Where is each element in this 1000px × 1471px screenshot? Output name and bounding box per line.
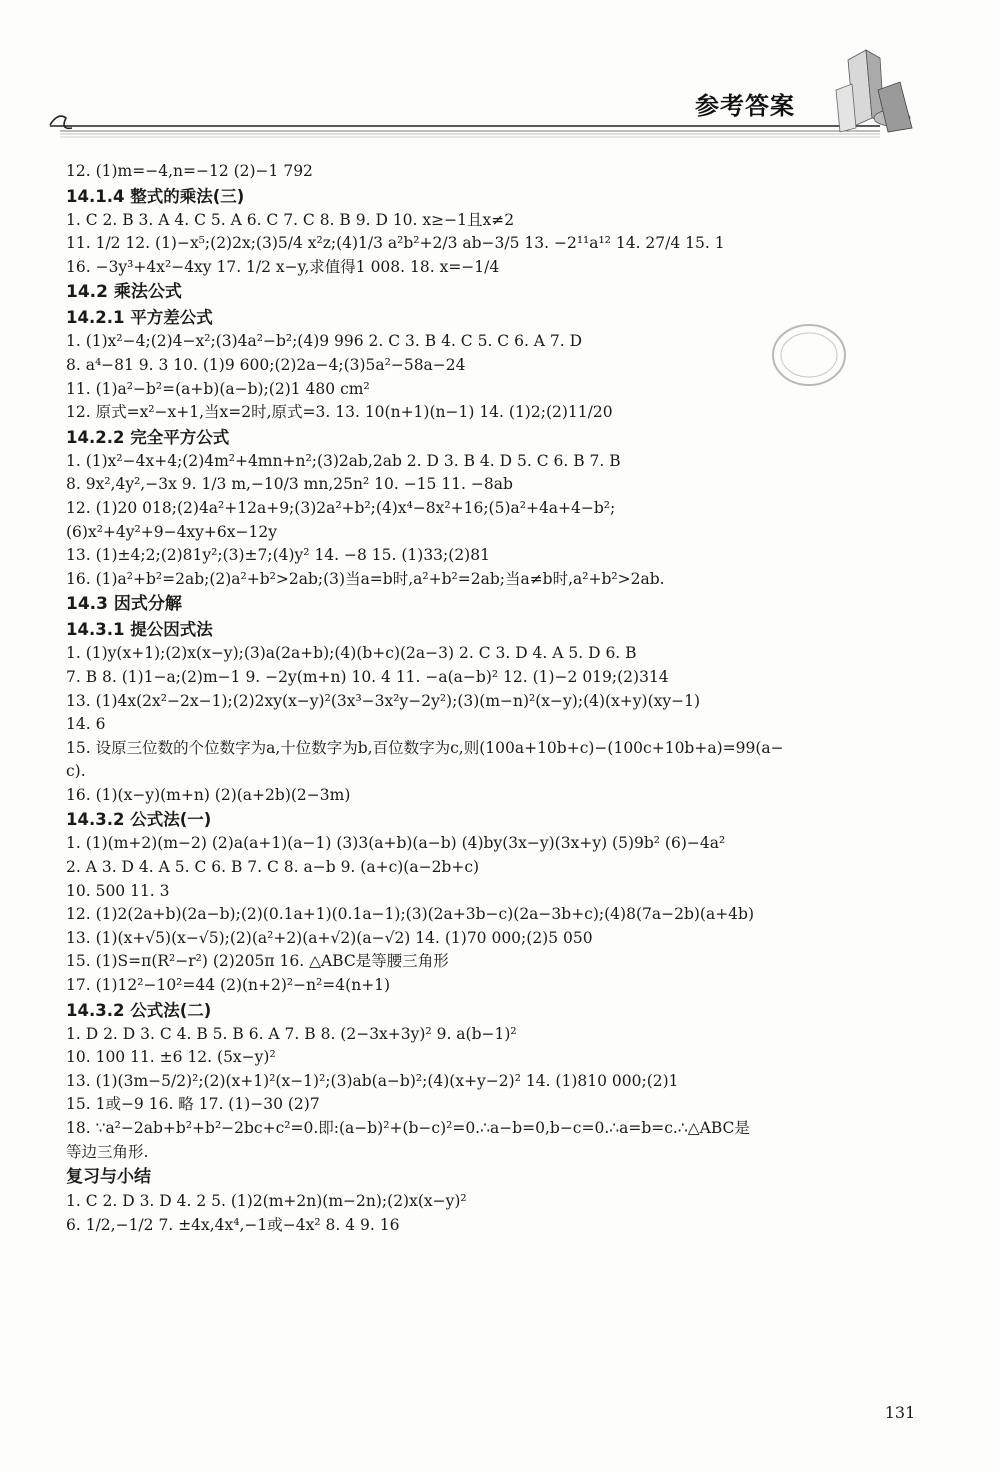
- answer-line: 17. (1)12²−10²=44 (2)(n+2)²−n²=4(n+1): [66, 976, 391, 995]
- answer-line: 1. (1)x²−4;(2)4−x²;(3)4a²−b²;(4)9 996 2. C 3. B 4. C 5. C 6. A 7. D: [66, 332, 583, 351]
- answer-line: 2. A 3. D 4. A 5. C 6. B 7. C 8. a−b 9. (a+c)(a−2b+c): [66, 858, 480, 877]
- answer-line: 16. (1)a²+b²=2ab;(2)a²+b²>2ab;(3)当a=b时,a²+b²=2ab;当a≠b时,a²+b²>2ab.: [66, 569, 665, 588]
- answer-line: 12. (1)2(2a+b)(2a−b);(2)(0.1a+1)(0.1a−1);(3)(2a+3b−c)(2a−3b+c);(4)8(7a−2b)(a+4b): [66, 905, 755, 924]
- answer-content: [66, 160, 946, 1237]
- answer-line: 13. (1)4x(2x²−2x−1);(2)2xy(x−y)²(3x³−3x²y−2y²);(3)(m−n)²(x−y);(4)(x+y)(xy−1): [66, 691, 701, 710]
- section-heading: 14.3 因式分解: [66, 594, 182, 615]
- answer-line: (6)x²+4y²+9−4xy+6x−12y: [66, 522, 277, 541]
- section-heading: 复习与小结: [66, 1167, 151, 1188]
- subsection-heading: 14.3.2 公式法(一): [66, 810, 212, 830]
- subsection-heading: 14.2.2 完全平方公式: [66, 427, 230, 447]
- section-heading: 14.2 乘法公式: [66, 282, 182, 303]
- answer-line: 1. D 2. D 3. C 4. B 5. B 6. A 7. B 8. (2−3x+3y)² 9. a(b−1)²: [66, 1024, 517, 1043]
- answer-line: 6. 1/2,−1/2 7. ±4x,4x⁴,−1或−4x² 8. 4 9. 16: [66, 1215, 400, 1234]
- answer-line: 16. −3y³+4x²−4xy 17. 1/2 x−y,求值得1 008. 18. x=−1/4: [66, 257, 500, 276]
- answer-line: 18. ∵a²−2ab+b²+b²−2bc+c²=0.即:(a−b)²+(b−c)²=0.∴a−b=0,b−c=0.∴a=b=c.∴△ABC是: [66, 1119, 750, 1137]
- answer-line: 8. 9x²,4y²,−3x 9. 1/3 m,−10/3 mn,25n² 10. −15 11. −8ab: [66, 475, 513, 494]
- answer-line: 10. 500 11. 3: [66, 881, 170, 900]
- answer-line: 1. C 2. D 3. D 4. 2 5. (1)2(m+2n)(m−2n);(2)x(x−y)²: [66, 1192, 467, 1211]
- answer-line: 12. (1)20 018;(2)4a²+12a+9;(3)2a²+b²;(4)x⁴−8x²+16;(5)a²+4a+4−b²;: [66, 498, 616, 517]
- answer-line: 7. B 8. (1)1−a;(2)m−1 9. −2y(m+n) 10. 4 11. −a(a−b)² 12. (1)−2 019;(2)314: [66, 667, 669, 686]
- answer-line: 1. C 2. B 3. A 4. C 5. A 6. C 7. C 8. B 9. D 10. x≥−1且x≠2: [66, 210, 515, 229]
- answer-line: 14. 6: [66, 715, 106, 734]
- answer-line: 1. (1)(m+2)(m−2) (2)a(a+1)(a−1) (3)3(a+b)(a−b) (4)by(3x−y)(3x+y) (5)9b² (6)−4a²: [66, 834, 726, 853]
- subsection-heading: 14.3.1 提公因式法: [66, 620, 213, 640]
- subsection-heading: 14.3.2 公式法(二): [66, 1000, 212, 1020]
- answer-line: 13. (1)(3m−5/2)²;(2)(x+1)²(x−1)²;(3)ab(a−b)²;(4)(x+y−2)² 14. (1)810 000;(2)1: [66, 1071, 679, 1090]
- page-number: 131: [884, 1403, 916, 1422]
- answer-line: 15. (1)S=π(R²−r²) (2)205π 16. △ABC是等腰三角形: [66, 952, 449, 971]
- answer-line: 8. a⁴−81 9. 3 10. (1)9 600;(2)2a−4;(3)5a²−58a−24: [66, 355, 466, 374]
- answer-line: 15. 1或−9 16. 略 17. (1)−30 (2)7: [66, 1095, 320, 1114]
- answer-line: 10. 100 11. ±6 12. (5x−y)²: [66, 1048, 276, 1067]
- answer-line: 1. (1)x²−4x+4;(2)4m²+4mn+n²;(3)2ab,2ab 2. D 3. B 4. D 5. C 6. B 7. B: [66, 451, 621, 470]
- answer-line: 1. (1)y(x+1);(2)x(x−y);(3)a(2a+b);(4)(b+c)(2a−3) 2. C 3. D 4. A 5. D 6. B: [66, 644, 637, 663]
- answer-line: 等边三角形.: [66, 1142, 149, 1161]
- answer-line: 12. 原式=x²−x+1,当x=2时,原式=3. 13. 10(n+1)(n−1) 14. (1)2;(2)11/20: [66, 403, 613, 422]
- header-decoration: [0, 0, 1000, 160]
- page-header: [0, 0, 1000, 160]
- answer-line: 16. (1)(x−y)(m+n) (2)(a+2b)(2−3m): [66, 785, 351, 804]
- answer-line: 11. (1)a²−b²=(a+b)(a−b);(2)1 480 cm²: [66, 379, 370, 398]
- subsection-heading: 14.1.4 整式的乘法(三): [66, 186, 245, 206]
- answer-line: 15. 设原三位数的个位数字为a,十位数字为b,百位数字为c,则(100a+10b+c)−(100c+10b+a)=99(a−: [66, 738, 784, 757]
- answer-line: 13. (1)±4;2;(2)81y²;(3)±7;(4)y² 14. −8 15. (1)33;(2)81: [66, 546, 490, 565]
- answer-line: 11. 1/2 12. (1)−x⁵;(2)2x;(3)5/4 x²z;(4)1/3 a²b²+2/3 ab−3/5 13. −2¹¹a¹² 14. 27/4 15. 1: [66, 234, 725, 253]
- answer-line: 13. (1)(x+√5)(x−√5);(2)(a²+2)(a+√2)(a−√2) 14. (1)70 000;(2)5 050: [66, 928, 593, 947]
- header-title: 参考答案: [695, 92, 795, 120]
- subsection-heading: 14.2.1 平方差公式: [66, 308, 213, 328]
- answer-line: 12. (1)m=−4,n=−12 (2)−1 792: [66, 162, 313, 180]
- answer-line: c).: [66, 762, 86, 781]
